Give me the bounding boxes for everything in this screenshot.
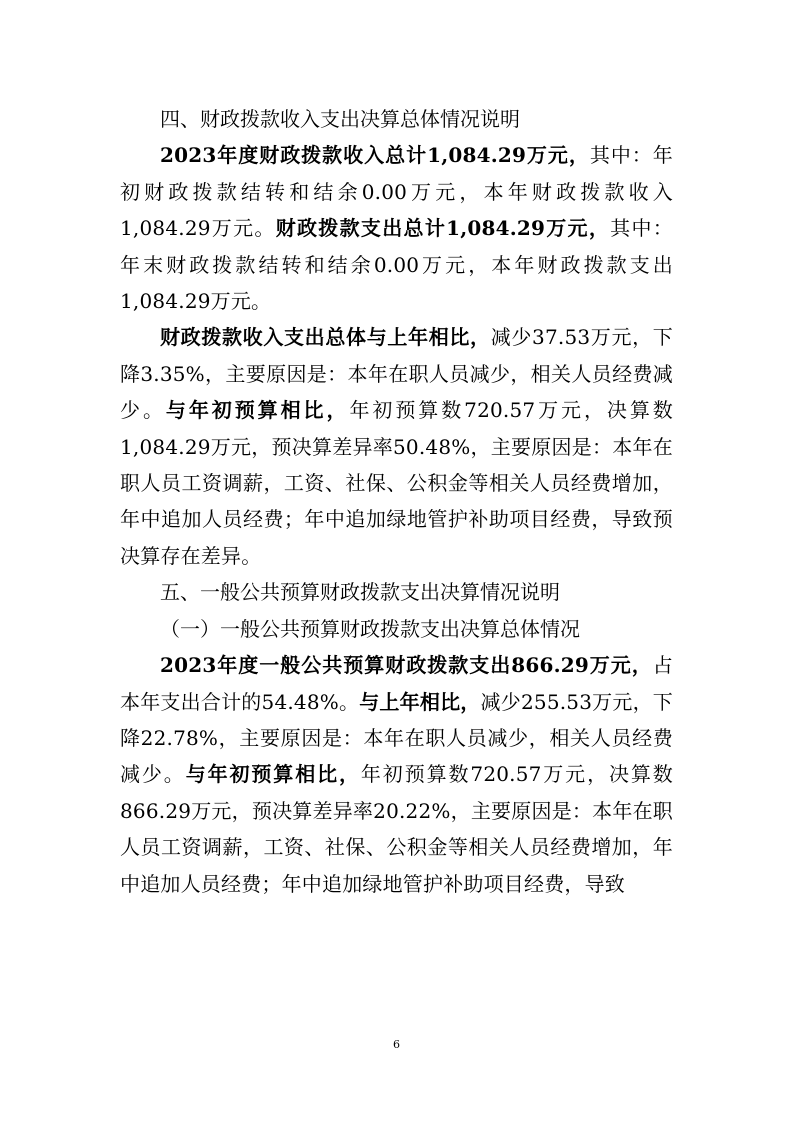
section-5-paragraph-1	[120, 647, 673, 902]
section-4-paragraph-2	[120, 319, 673, 574]
general-budget-share-text: 占本年支出合计的54.48%。	[120, 653, 673, 714]
general-year-comparison-text: 减少255.53万元，下降22.78%，主要原因是：本年在职人员减少，相关人员经费减少。	[120, 689, 674, 787]
section-4-heading: 四、财政拨款收入支出决算总体情况说明	[160, 107, 520, 131]
section-5-subheading: （一）一般公共预算财政拨款支出决算总体情况	[160, 616, 580, 641]
page-number: 6	[393, 1038, 400, 1051]
general-budget-comparison-text: 年初预算数720.57万元，决算数866.29万元，预决算差异率20.22%，主要原因是：本年在职人员工资调薪，工资、社保、公积金等相关人员经费增加，年中追加人员经费；年中追加绿地管护补助项目经费，导致	[120, 762, 673, 896]
budget-comparison-text: 年初预算数720.57万元，决算数1,084.29万元，预决算差异率50.48%，主要原因是：本年在职人员工资调薪，工资、社保、公积金等相关人员经费增加，年中追加人员经费；年中追加绿地管护补助项目经费，导致预决算存在差异。	[120, 398, 673, 568]
budget-comparison-lead: 与年初预算相比，	[165, 398, 350, 423]
year-comparison-text: 减少37.53万元，下降3.35%，主要原因是：本年在职人员减少，相关人员经费减少。	[120, 325, 673, 423]
general-budget-expenditure-lead: 2023年度一般公共预算财政拨款支出866.29万元，	[160, 653, 653, 678]
expenditure-detail-text: 其中：年末财政拨款结转和结余0.00万元，本年财政拨款支出1,084.29万元。	[120, 216, 673, 314]
income-detail-text: 其中：年初财政拨款结转和结余0.00万元，本年财政拨款收入1,084.29万元。	[120, 143, 673, 241]
general-budget-comparison-lead: 与年初预算相比，	[185, 762, 361, 787]
document-page	[120, 101, 673, 902]
general-year-comparison-lead: 与上年相比，	[359, 689, 481, 714]
expenditure-total-statement: 财政拨款支出总计1,084.29万元，	[275, 216, 611, 241]
year-comparison-lead: 财政拨款收入支出总体与上年相比，	[160, 325, 491, 350]
income-total-statement: 2023年度财政拨款收入总计1,084.29万元，	[160, 143, 590, 168]
section-5-heading: 五、一般公共预算财政拨款支出决算情况说明	[160, 580, 560, 605]
section-4-paragraph-1	[120, 137, 673, 319]
